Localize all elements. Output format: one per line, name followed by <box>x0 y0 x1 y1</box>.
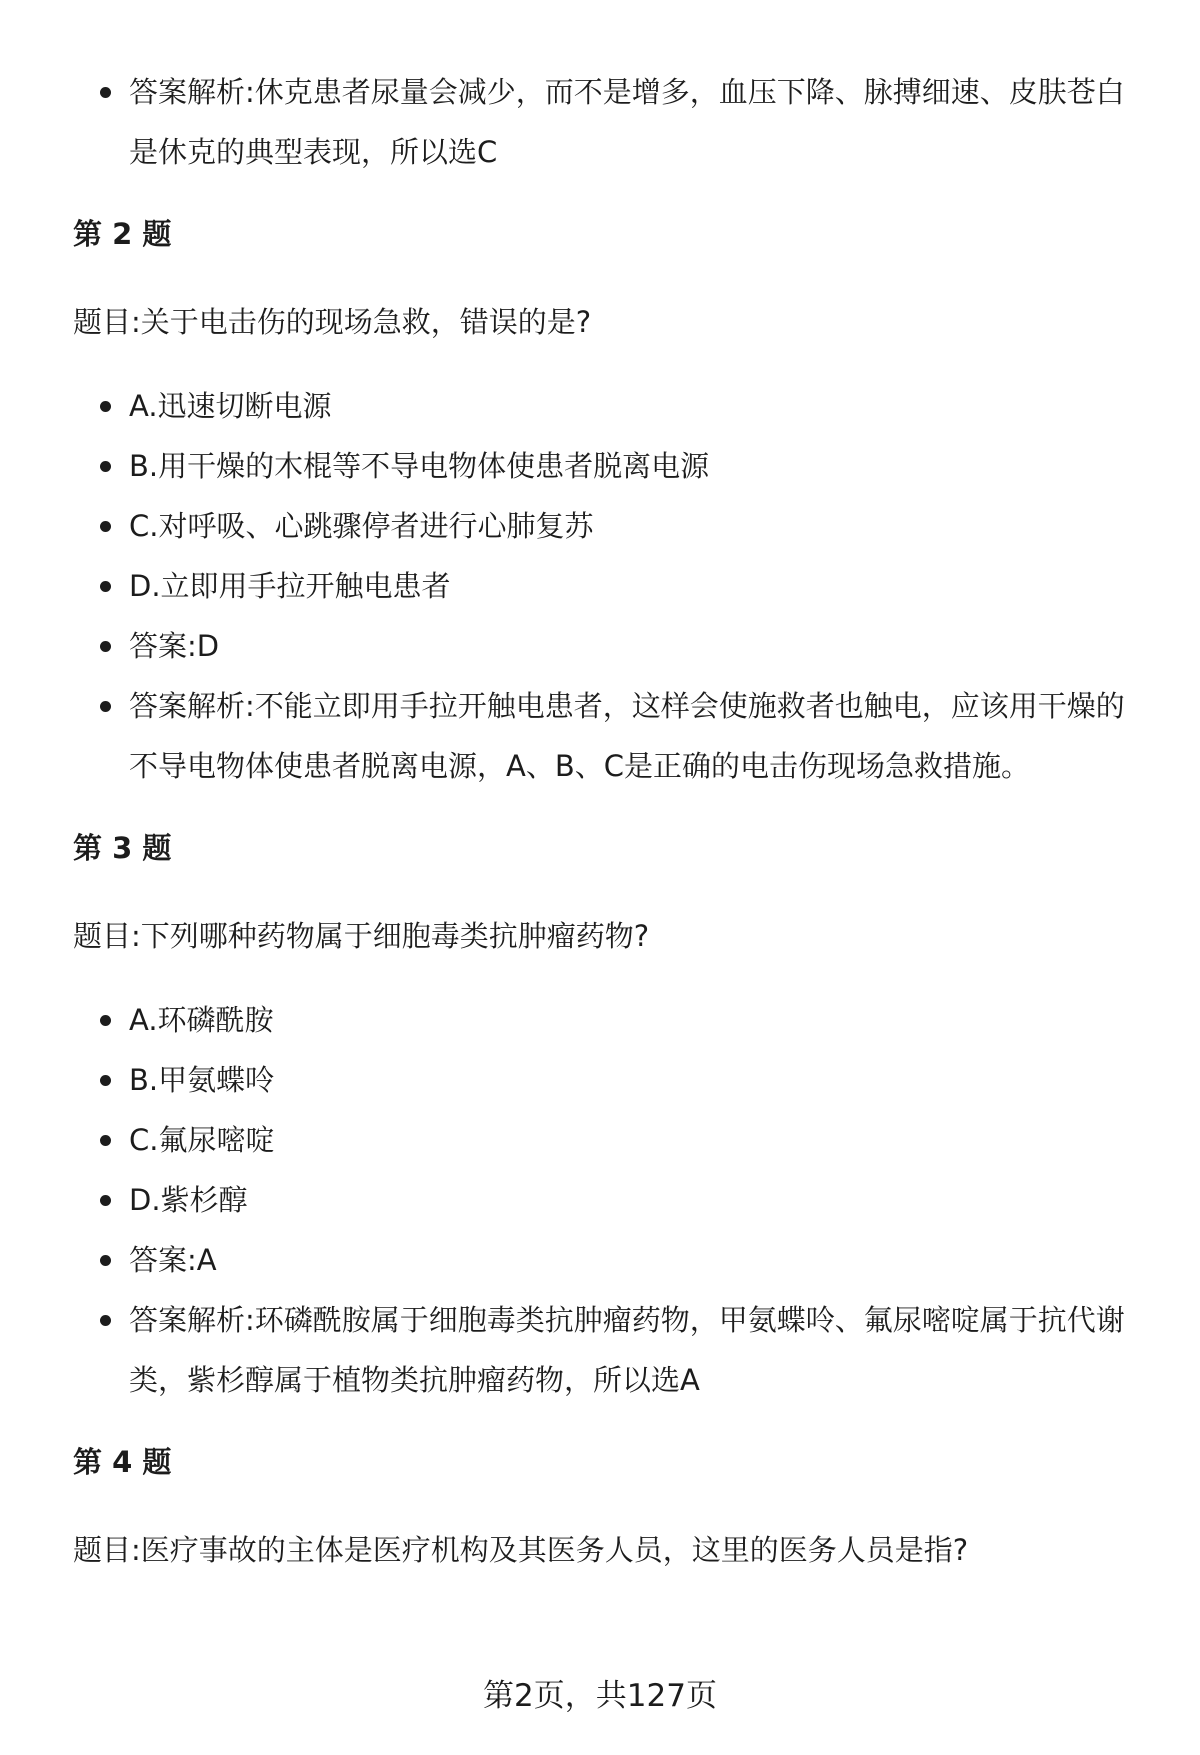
page-footer: 第2页，共127页 <box>483 1678 717 1714</box>
question-heading: 第 4 题 <box>73 1445 172 1479</box>
answer-list <box>73 62 1153 182</box>
list-item: B.用干燥的木棍等不导电物体使患者脱离电源 <box>73 436 1153 496</box>
list-item: C.对呼吸、心跳骤停者进行心肺复苏 <box>73 496 1153 556</box>
list-item: C.氟尿嘧啶 <box>73 1110 1153 1170</box>
list-item: D.紫杉醇 <box>73 1170 1153 1230</box>
option-list <box>73 990 1153 1410</box>
list-item: 答案解析:不能立即用手拉开触电患者，这样会使施救者也触电，应该用干燥的不导电物体使患者脱离电源，A、B、C是正确的电击伤现场急救措施。 <box>73 676 1153 796</box>
question-heading: 第 2 题 <box>73 217 172 251</box>
question-prompt: 题目:下列哪种药物属于细胞毒类抗肿瘤药物? <box>73 919 650 953</box>
question-prompt: 题目:医疗事故的主体是医疗机构及其医务人员，这里的医务人员是指? <box>73 1533 969 1567</box>
list-item: 答案解析:休克患者尿量会减少，而不是增多，血压下降、脉搏细速、皮肤苍白是休克的典型表现，所以选C <box>73 62 1153 182</box>
list-item: A.环磷酰胺 <box>73 990 1153 1050</box>
list-item: A.迅速切断电源 <box>73 376 1153 436</box>
list-item: 答案解析:环磷酰胺属于细胞毒类抗肿瘤药物，甲氨蝶呤、氟尿嘧啶属于抗代谢类，紫杉醇属于植物类抗肿瘤药物，所以选A <box>73 1290 1153 1410</box>
list-item: 答案:A <box>73 1230 1153 1290</box>
question-heading: 第 3 题 <box>73 831 172 865</box>
list-item: 答案:D <box>73 616 1153 676</box>
list-item: B.甲氨蝶呤 <box>73 1050 1153 1110</box>
option-list <box>73 376 1153 796</box>
page-content <box>73 62 1153 1570</box>
list-item: D.立即用手拉开触电患者 <box>73 556 1153 616</box>
question-prompt: 题目:关于电击伤的现场急救，错误的是? <box>73 305 592 339</box>
